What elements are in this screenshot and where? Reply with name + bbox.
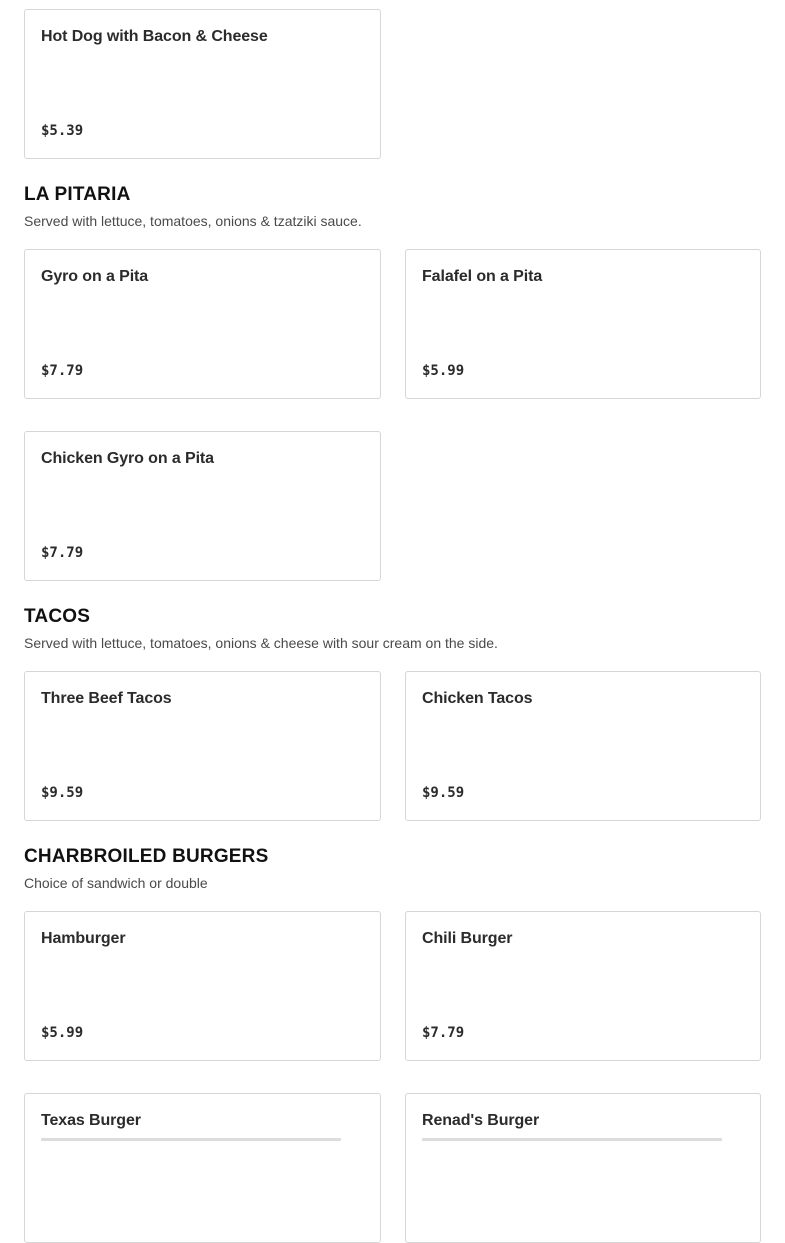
menu-item-name: Renad's Burger — [422, 1112, 540, 1129]
section-description-charbroiled-burgers: Choice of sandwich or double — [24, 875, 208, 891]
section-title-charbroiled-burgers: CHARBROILED BURGERS — [24, 846, 269, 867]
menu-item-card[interactable] — [405, 671, 761, 821]
menu-item-card[interactable] — [24, 9, 381, 159]
menu-item-description-cut-off — [41, 1138, 341, 1141]
menu-item-card[interactable] — [24, 911, 381, 1061]
menu-item-price: $7.79 — [422, 1025, 465, 1041]
menu-item-name: Falafel on a Pita — [422, 268, 543, 285]
menu-item-name: Hot Dog with Bacon & Cheese — [41, 28, 268, 45]
menu-item-card[interactable] — [24, 671, 381, 821]
menu-item-card[interactable] — [405, 249, 761, 399]
menu-item-price: $9.59 — [422, 785, 465, 801]
menu-item-name: Texas Burger — [41, 1112, 141, 1129]
menu-item-price: $5.99 — [422, 363, 465, 379]
menu-item-name: Chicken Tacos — [422, 690, 533, 707]
menu-item-price: $7.79 — [41, 545, 84, 561]
menu-item-price: $5.39 — [41, 123, 84, 139]
section-description-tacos: Served with lettuce, tomatoes, onions & cheese with sour cream on the side. — [24, 635, 498, 651]
menu-item-card[interactable] — [24, 249, 381, 399]
section-title-tacos: TACOS — [24, 606, 91, 627]
menu-item-name: Gyro on a Pita — [41, 268, 149, 285]
menu-item-card[interactable] — [405, 911, 761, 1061]
menu-item-name: Chicken Gyro on a Pita — [41, 450, 214, 467]
menu-item-card[interactable] — [24, 431, 381, 581]
menu-item-name: Chili Burger — [422, 930, 513, 947]
menu-item-description-cut-off — [422, 1138, 722, 1141]
section-description-la-pitaria: Served with lettuce, tomatoes, onions & tzatziki sauce. — [24, 213, 362, 229]
menu-item-card[interactable] — [24, 1093, 381, 1243]
menu-item-card[interactable] — [405, 1093, 761, 1243]
menu-item-price: $5.99 — [41, 1025, 84, 1041]
menu-item-name: Hamburger — [41, 930, 126, 947]
menu-item-price: $9.59 — [41, 785, 84, 801]
menu-item-price: $7.79 — [41, 363, 84, 379]
menu-item-name: Three Beef Tacos — [41, 690, 172, 707]
section-title-la-pitaria: LA PITARIA — [24, 184, 131, 205]
